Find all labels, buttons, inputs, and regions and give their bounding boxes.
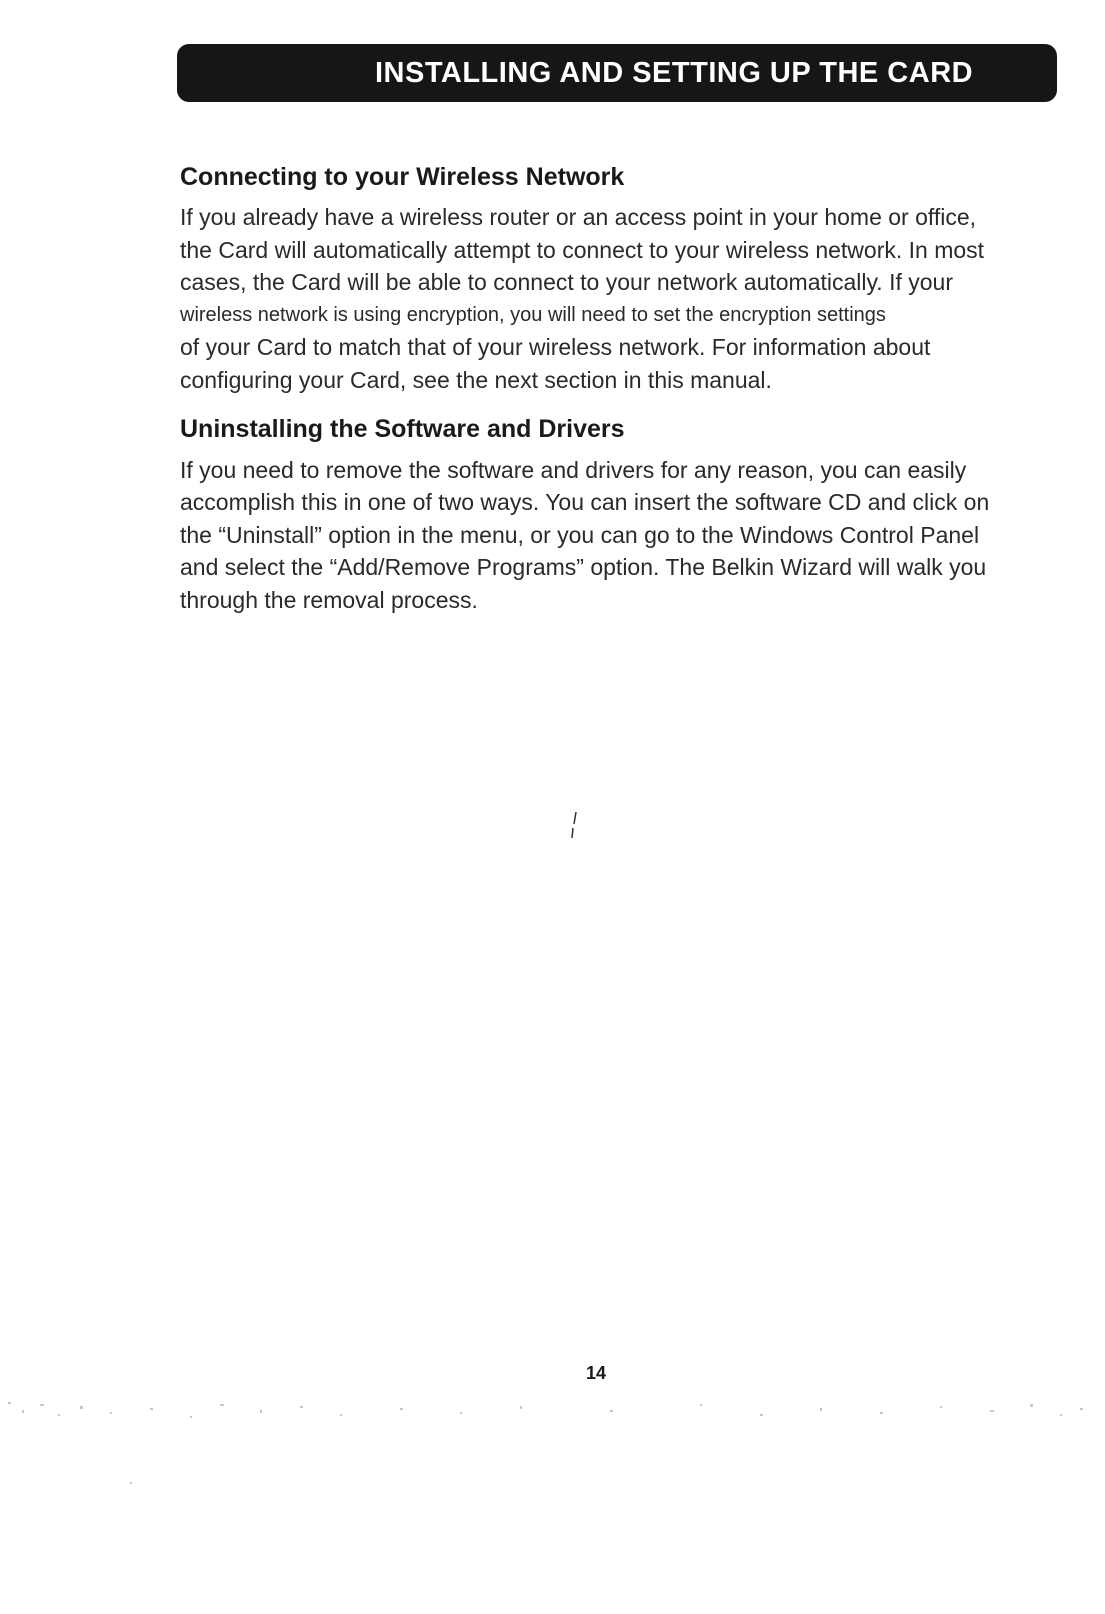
text-line: accomplish this in one of two ways. You can insert the software CD and click on bbox=[180, 489, 990, 515]
section-header-title: INSTALLING AND SETTING UP THE CARD bbox=[375, 56, 974, 89]
text-line: configuring your Card, see the next section in this manual. bbox=[180, 366, 772, 393]
scan-artifact-strip bbox=[0, 1390, 1105, 1500]
section-header-bar bbox=[177, 44, 1057, 102]
text-line: If you already have a wireless router or an access point in your home or office, bbox=[180, 204, 977, 231]
paragraph-uninstalling bbox=[180, 454, 1045, 617]
text-line: of your Card to match that of your wireless network. For information about bbox=[180, 334, 931, 361]
text-line: and select the “Add/Remove Programs” option. The Belkin Wizard will walk you bbox=[180, 554, 987, 580]
page-number: 14 bbox=[586, 1363, 607, 1383]
text-line: the Card will automatically attempt to connect to your wireless network. In most bbox=[180, 236, 985, 263]
section-heading-connecting: Connecting to your Wireless Network bbox=[180, 163, 625, 191]
stray-pen-mark bbox=[570, 810, 610, 850]
section-uninstalling bbox=[180, 414, 1045, 616]
text-line: through the removal process. bbox=[180, 586, 478, 613]
section-connecting bbox=[180, 162, 1045, 396]
paragraph-connecting bbox=[180, 201, 1045, 396]
text-line: If you need to remove the software and drivers for any reason, you can easily bbox=[180, 456, 967, 483]
text-line: the “Uninstall” option in the menu, or you can go to the Windows Control Panel bbox=[180, 521, 980, 548]
text-line: wireless network is using encryption, you will need to set the encryption settings bbox=[180, 303, 886, 326]
section-heading-uninstalling: Uninstalling the Software and Drivers bbox=[180, 415, 625, 444]
page-content bbox=[180, 162, 1045, 616]
text-line: cases, the Card will be able to connect to your network automatically. If your bbox=[180, 269, 954, 296]
